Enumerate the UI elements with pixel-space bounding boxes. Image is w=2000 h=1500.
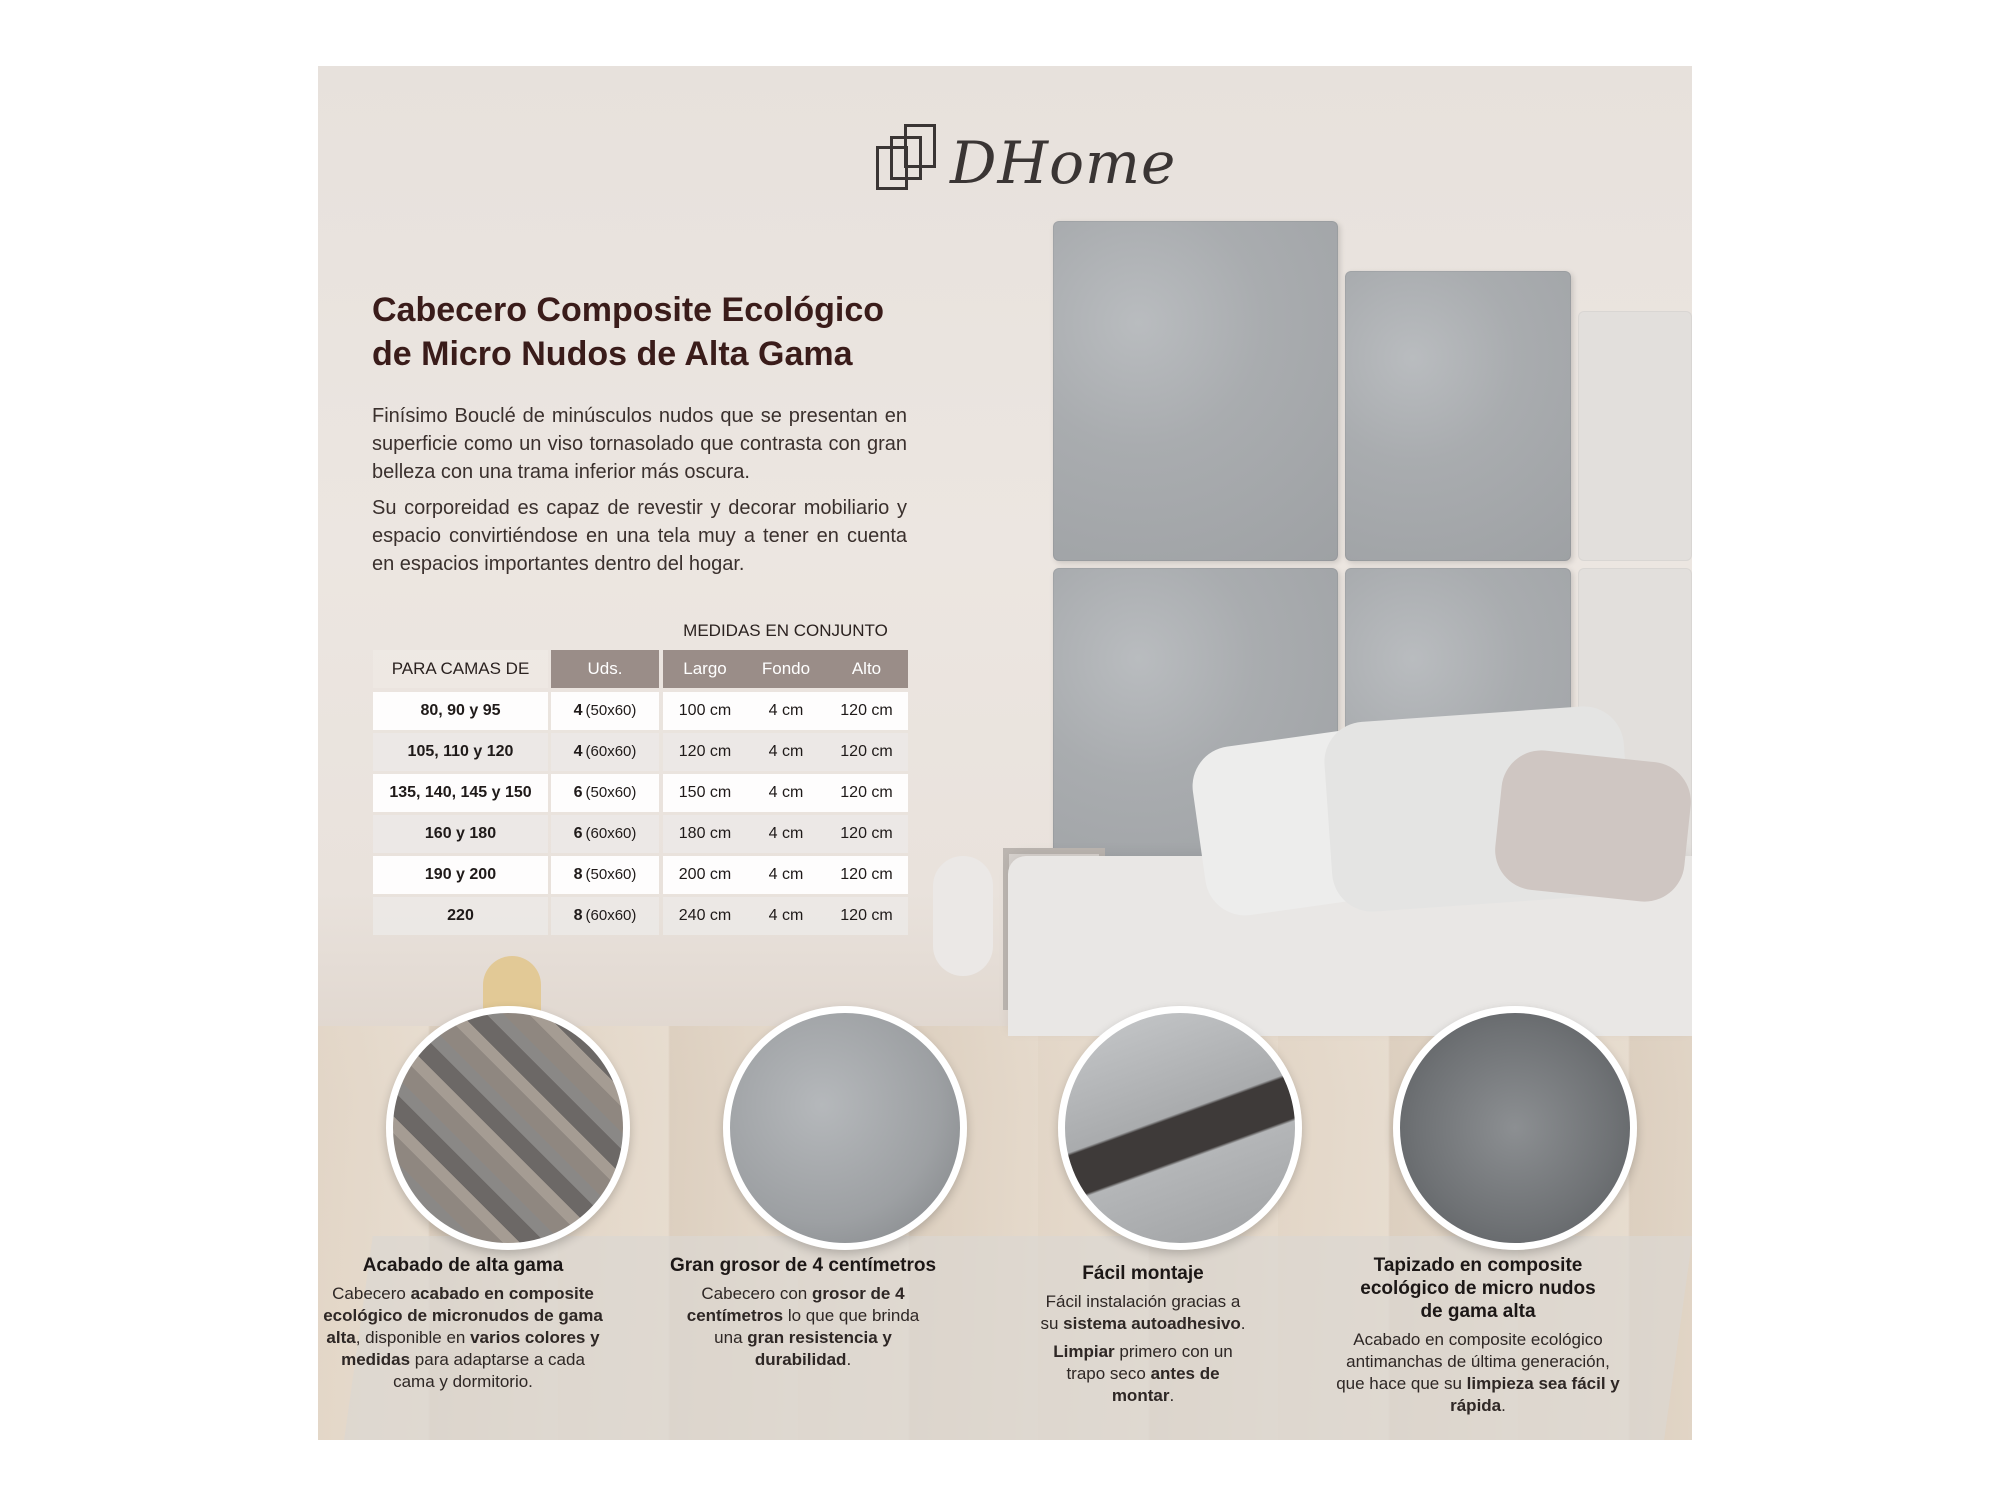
- logo-squares-icon: [876, 124, 936, 202]
- group-header: MEDIDAS EN CONJUNTO: [683, 621, 888, 640]
- units-size: (60x60): [585, 825, 637, 842]
- units-count: 4: [573, 743, 583, 760]
- title-line-2: de Micro Nudos de Alta Gama: [372, 335, 853, 373]
- cell-fondo: 4 cm: [747, 733, 825, 771]
- units-size: (50x60): [585, 866, 637, 883]
- units-count: 4: [573, 702, 583, 719]
- brand-logo: [876, 118, 1176, 208]
- description-paragraph: Su corporeidad es capaz de revestir y decorar mobiliario y espacio convirtiéndose en una tela muy a tener en cuenta en espacios importantes dentro del hogar.: [372, 497, 907, 575]
- units-count: 8: [573, 907, 583, 924]
- col-header-alto: Alto: [825, 650, 908, 688]
- units-size: (60x60): [585, 907, 637, 924]
- cell-uds: [551, 897, 659, 935]
- feature-body: Acabado en composite ecológico antimanchas de última generación, que hace que su limpieza sea fácil y rápida.: [1336, 1330, 1620, 1415]
- cell-alto: 120 cm: [825, 774, 908, 812]
- units-size: (60x60): [585, 743, 637, 760]
- cell-largo: 100 cm: [663, 692, 747, 730]
- table-row: [373, 815, 908, 853]
- adhesive-mounting-image: [1058, 1006, 1302, 1250]
- cell-uds: [551, 692, 659, 730]
- feature-body-2: Limpiar primero con un trapo seco antes de montar.: [1053, 1342, 1233, 1405]
- col-header-camas: PARA CAMAS DE: [373, 650, 548, 688]
- table-row: [373, 733, 908, 771]
- cell-camas: 160 y 180: [373, 815, 548, 853]
- feature-title: Acabado de alta gama: [362, 1255, 564, 1276]
- feature-body: Fácil instalación gracias a su sistema autoadhesivo.: [1040, 1292, 1246, 1333]
- table-header-row: [373, 650, 908, 688]
- units-count: 8: [573, 866, 583, 883]
- cell-fondo: 4 cm: [747, 897, 825, 935]
- feature-body: Cabecero acabado en composite ecológico de micronudos de gama alta, disponible en varios colores y medidas para adaptarse a cada cama y dormitorio.: [323, 1284, 603, 1391]
- cell-uds: [551, 815, 659, 853]
- cell-largo: 240 cm: [663, 897, 747, 935]
- feature-finish: [318, 1254, 608, 1393]
- feature-body: Cabecero con grosor de 4 centímetros lo que que brinda una gran resistencia y durabilidad.: [686, 1284, 920, 1369]
- units-size: (50x60): [585, 702, 637, 719]
- brand-name: DHome: [950, 129, 1177, 197]
- thickness-detail-image: [723, 1006, 967, 1250]
- cell-fondo: 4 cm: [747, 774, 825, 812]
- feature-thickness: [658, 1254, 948, 1371]
- col-header-largo: Largo: [663, 650, 747, 688]
- description-paragraph: Finísimo Bouclé de minúsculos nudos que se presentan en superficie como un viso tornasolado que contrasta con gran belleza con una trama inferior más oscura.: [372, 405, 907, 483]
- title-line-1: Cabecero Composite Ecológico: [372, 291, 884, 329]
- product-title: [372, 288, 932, 376]
- fabric-closeup-image: [1393, 1006, 1637, 1250]
- col-header-fondo: Fondo: [747, 650, 825, 688]
- table-row: [373, 856, 908, 894]
- table-row: [373, 897, 908, 935]
- cell-alto: 120 cm: [825, 856, 908, 894]
- feature-title: Tapizado en composite ecológico de micro nudos de gama alta: [1360, 1255, 1596, 1322]
- cell-alto: 120 cm: [825, 692, 908, 730]
- cell-uds: [551, 774, 659, 812]
- product-infographic: [318, 66, 1692, 1440]
- cell-camas: 80, 90 y 95: [373, 692, 548, 730]
- cell-camas: 105, 110 y 120: [373, 733, 548, 771]
- cell-uds: [551, 856, 659, 894]
- cell-largo: 180 cm: [663, 815, 747, 853]
- cell-fondo: 4 cm: [747, 856, 825, 894]
- decor-vase: [933, 856, 993, 976]
- feature-mounting: [998, 1262, 1288, 1407]
- cell-camas: 220: [373, 897, 548, 935]
- table-row: [373, 774, 908, 812]
- cell-alto: 120 cm: [825, 733, 908, 771]
- cell-alto: 120 cm: [825, 815, 908, 853]
- cell-fondo: 4 cm: [747, 815, 825, 853]
- cell-largo: 150 cm: [663, 774, 747, 812]
- feature-title: Gran grosor de 4 centímetros: [669, 1255, 937, 1276]
- col-header-uds: Uds.: [551, 650, 659, 688]
- cell-camas: 190 y 200: [373, 856, 548, 894]
- cell-fondo: 4 cm: [747, 692, 825, 730]
- cell-uds: [551, 733, 659, 771]
- units-size: (50x60): [585, 784, 637, 801]
- cell-camas: 135, 140, 145 y 150: [373, 774, 548, 812]
- pillow: [1491, 746, 1692, 905]
- units-count: 6: [573, 825, 583, 842]
- units-count: 6: [573, 784, 583, 801]
- cell-alto: 120 cm: [825, 897, 908, 935]
- cell-largo: 120 cm: [663, 733, 747, 771]
- table-row: [373, 692, 908, 730]
- feature-title: Fácil montaje: [1082, 1263, 1204, 1284]
- cell-largo: 200 cm: [663, 856, 747, 894]
- feature-upholstery: [1333, 1254, 1623, 1417]
- texture-detail-image: [386, 1006, 630, 1250]
